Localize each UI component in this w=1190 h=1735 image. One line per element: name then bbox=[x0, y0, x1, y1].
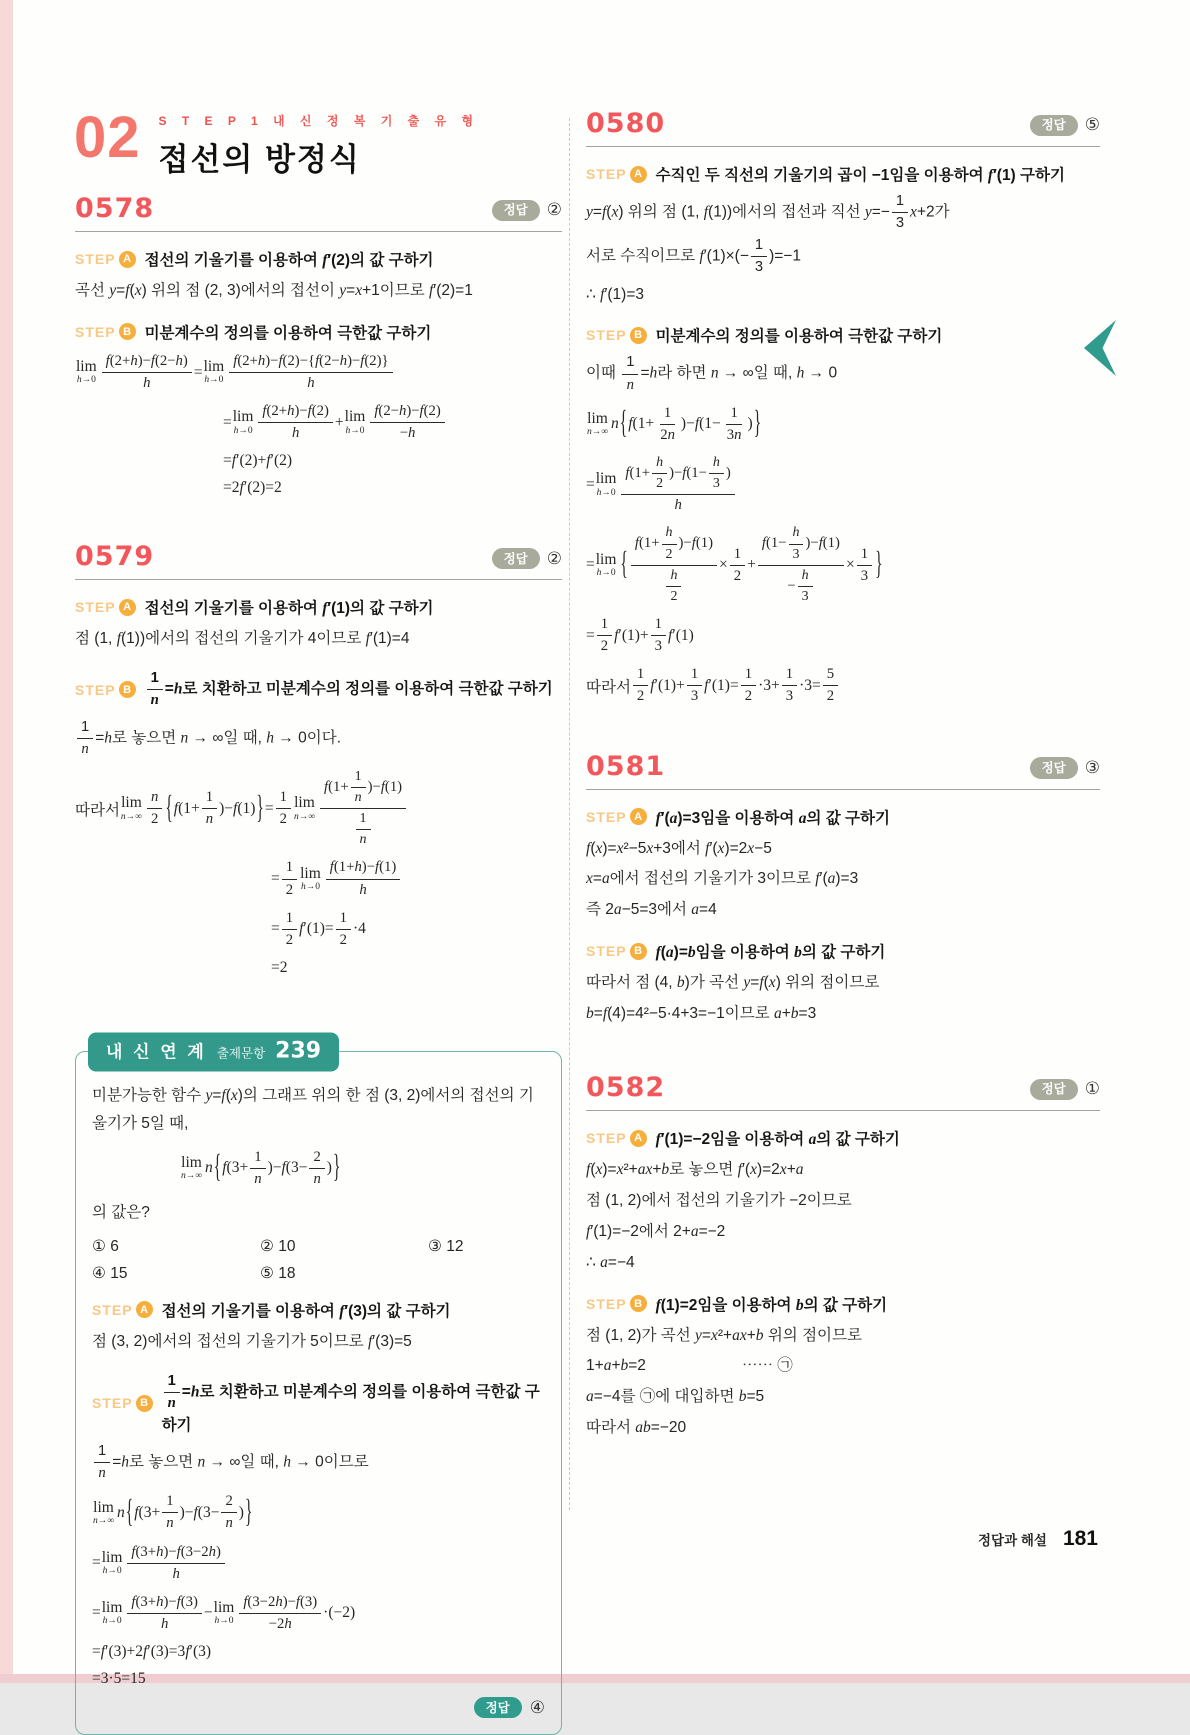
linked-problem-box bbox=[75, 1038, 562, 1735]
step-heading bbox=[75, 248, 562, 270]
chapter-step-line: S T E P 1 내 신 정 복 기 출 유 형 bbox=[158, 114, 480, 128]
limit-operator: lim h→0 bbox=[595, 550, 617, 579]
solution-sentence: 즉 2a−5=3에서 a=4 bbox=[586, 901, 717, 919]
answer-choices bbox=[92, 1237, 545, 1283]
solution-text bbox=[586, 1218, 1100, 1246]
limit-operator: lim h→0 bbox=[344, 408, 366, 436]
fraction: $\frac{1}{n}$ bbox=[622, 353, 638, 394]
page-left-margin-strip bbox=[0, 0, 13, 1683]
equation-line: = f ′(2)+ f ′(2) bbox=[223, 452, 293, 470]
solution-sentence: ∴ f′(1)=3 bbox=[586, 285, 645, 303]
limit-operator: lim n→∞ bbox=[93, 1498, 115, 1526]
fraction: f (2− h )− f (2) − h bbox=[370, 402, 444, 443]
problem-header bbox=[586, 751, 1100, 790]
solution-text bbox=[586, 865, 1100, 893]
limit-operator: lim h→0 bbox=[232, 408, 254, 436]
equation-line: =3·5=15 bbox=[92, 1670, 146, 1688]
step-label: STEP bbox=[586, 166, 627, 182]
equation-line: 따라서 1 2 f ′(1)+ 1 3 f ′(1)= 1 2 ·3+ 1 3 ·3= 5 2 bbox=[586, 665, 1100, 706]
problem-number: 0580 bbox=[586, 108, 666, 139]
page-footer bbox=[978, 1527, 1098, 1551]
chapter-number: 02 bbox=[74, 105, 141, 170]
fraction: h 3 bbox=[789, 524, 804, 563]
solution-sentence: ∴ a=−4 bbox=[586, 1253, 635, 1271]
problem-0582 bbox=[586, 1072, 1100, 1442]
step-letter-icon: A bbox=[630, 808, 647, 825]
step-title: 접선의 기울기를 이용하여 f′(1)의 값 구하기 bbox=[144, 600, 434, 618]
fraction: h 2 bbox=[666, 567, 681, 606]
solution-text bbox=[586, 281, 1100, 309]
limit-operator: lim h→0 bbox=[101, 1548, 123, 1577]
fraction: f (1+ h )− f (1) h bbox=[326, 858, 400, 899]
answer-badge: 정답 bbox=[1030, 115, 1078, 136]
step-letter-icon: B bbox=[119, 323, 136, 340]
answer-area bbox=[492, 548, 562, 572]
problem-header bbox=[75, 541, 562, 580]
limit-operator: lim n→∞ bbox=[587, 409, 609, 438]
step-label: STEP bbox=[75, 323, 116, 340]
fraction: 1 2 bbox=[336, 909, 351, 950]
solution-sentence: 서로 수직이므로 f′(1)×(− $\frac{1}{3}$ )=−1 bbox=[586, 236, 801, 277]
solution-text bbox=[586, 835, 1100, 863]
choice-option: ② 10 bbox=[260, 1237, 296, 1255]
step-heading bbox=[75, 321, 562, 343]
fraction: h 3 bbox=[709, 454, 724, 493]
solution-text bbox=[92, 1082, 545, 1138]
step-title: 수직인 두 직선의 기울기의 곱이 −1임을 이용하여 f′(1) 구하기 bbox=[655, 167, 1065, 184]
fraction: $\frac{1}{3}$ bbox=[751, 236, 767, 277]
fraction: f (3+ h )− f (3−2 h ) h bbox=[127, 1543, 225, 1584]
solution-sentence: 이때 $\frac{1}{n}$ =h라 하면 n → ∞일 때, h → 0 bbox=[586, 353, 837, 394]
solution-sentence: x=a에서 접선의 기울기가 3이므로 f′(a)=3 bbox=[586, 870, 859, 888]
step-label: STEP bbox=[75, 681, 116, 698]
limit-operator: lim h→0 bbox=[101, 1599, 123, 1627]
fraction: f (2+ h )− f (2)−{ f (2− h )− f (2)} h bbox=[229, 352, 392, 393]
step-heading bbox=[75, 669, 562, 710]
step-title: 미분계수의 정의를 이용하여 극한값 구하기 bbox=[655, 328, 943, 346]
solution-text bbox=[586, 1000, 1100, 1028]
fraction: 1 n bbox=[250, 1148, 265, 1189]
problem-0581 bbox=[586, 751, 1100, 1028]
step-heading bbox=[92, 1299, 545, 1321]
step-label: STEP bbox=[586, 808, 627, 825]
solution-text bbox=[586, 1352, 1100, 1380]
equation-line: lim n→∞ n { f (1+ 1 2 n )− f (1− 1 3 n ) } bbox=[586, 404, 1100, 445]
solution-text bbox=[586, 1322, 1100, 1350]
answer-choice-circle: ③ bbox=[1084, 757, 1100, 777]
equation-line: = lim h→0 f (1+ h 2 )− f (1− h 3 ) h bbox=[586, 454, 1100, 515]
problem-header bbox=[586, 108, 1100, 147]
solution-text bbox=[586, 236, 1100, 277]
choice-option: ③ 12 bbox=[428, 1237, 464, 1255]
equation-line: =2 bbox=[271, 958, 288, 976]
solution-sentence: y=f(x) 위의 점 (1, f(1))에서의 접선과 직선 y=− $\frac{1}{3}$ x+2가 bbox=[586, 192, 950, 233]
fraction: 2 n bbox=[309, 1148, 324, 1189]
fraction: 2 n bbox=[221, 1492, 236, 1533]
step-letter-icon: B bbox=[630, 327, 647, 344]
step-title: f(1)=2임을 이용하여 b의 값 구하기 bbox=[655, 1296, 888, 1314]
problem-number: 0579 bbox=[75, 541, 155, 573]
solution-sentence: 점 (3, 2)에서의 접선의 기울기가 5이므로 f′(3)=5 bbox=[92, 1332, 412, 1350]
step-label: STEP bbox=[92, 1301, 133, 1318]
answer-choice-circle: ⑤ bbox=[1084, 115, 1100, 135]
solution-text bbox=[75, 718, 562, 759]
solution-text bbox=[586, 1187, 1100, 1215]
fraction: n 2 bbox=[147, 788, 162, 829]
answer-choice-circle: ② bbox=[546, 200, 562, 220]
fraction: 1 2 bbox=[633, 665, 648, 706]
limit-operator: lim h→0 bbox=[76, 358, 97, 386]
solution-text bbox=[75, 625, 562, 653]
step-title: f′(a)=3임을 이용하여 a의 값 구하기 bbox=[655, 809, 890, 827]
problem-0579 bbox=[75, 541, 562, 977]
equation-block bbox=[586, 404, 1100, 707]
linked-tab-subtitle: 출제문항 bbox=[216, 1046, 266, 1061]
solution-text bbox=[586, 1414, 1100, 1442]
equation-block bbox=[75, 352, 562, 498]
equation-line: = lim h→0 f (3+ h )− f (3−2 h ) h bbox=[92, 1543, 545, 1584]
step-heading bbox=[92, 1372, 545, 1435]
equation-line: = lim h→0 f (3+ h )− f (3) h − lim h→0 f (3−2 h )− f (3) −2 h ·(−2) bbox=[92, 1593, 545, 1634]
step-title: 미분계수의 정의를 이용하여 극한값 구하기 bbox=[144, 324, 432, 342]
fraction: f (1+ h 2 )− f (1− h 3 ) h bbox=[621, 454, 734, 515]
step-heading bbox=[586, 163, 1100, 185]
linked-problem-tab bbox=[88, 1032, 339, 1071]
fraction: 1 2 bbox=[282, 858, 297, 899]
answer-choice-circle: ① bbox=[1084, 1079, 1100, 1099]
solution-sentence: b=f(4)=4²−5·4+3=−1이므로 a+b=3 bbox=[586, 1005, 817, 1023]
fraction: 1 2 bbox=[597, 615, 612, 656]
limit-operator: lim h→0 bbox=[300, 864, 321, 892]
linked-tab-number: 239 bbox=[275, 1038, 322, 1064]
solution-sentence: 따라서 ab=−20 bbox=[586, 1419, 687, 1437]
solution-sentence: 미분가능한 함수 y=f(x)의 그래프 위의 한 점 (3, 2)에서의 접선의 기울기가 5일 때, bbox=[92, 1086, 534, 1132]
fraction: f (1+ 1 n )− f (1) 1 n bbox=[320, 768, 406, 850]
step-title: f′(1)=−2임을 이용하여 a의 값 구하기 bbox=[655, 1131, 900, 1148]
fraction: 1 2 bbox=[741, 665, 756, 706]
solution-sentence: $\frac{1}{n}$ =h로 놓으면 n → ∞일 때, h → 0이다. bbox=[75, 718, 341, 759]
fraction: f (1− h 3 )− f (1) − h 3 bbox=[758, 524, 844, 606]
choice-option: ⑤ 18 bbox=[260, 1264, 296, 1282]
linked-tab-title: 내 신 연 계 bbox=[106, 1042, 207, 1062]
solution-text bbox=[92, 1199, 545, 1227]
step-label: STEP bbox=[586, 327, 627, 344]
answer-area bbox=[1030, 757, 1100, 781]
step-title: 접선의 기울기를 이용하여 f′(3)의 값 구하기 bbox=[161, 1302, 451, 1320]
fraction: f (2+ h )− f (2− h ) h bbox=[102, 352, 192, 393]
fraction: 1 n bbox=[162, 1492, 177, 1533]
equation-line: = 1 2 f ′(1)= 1 2 ·4 bbox=[271, 909, 562, 950]
solution-text bbox=[92, 1442, 545, 1483]
problem-header bbox=[586, 1072, 1100, 1111]
step-label: STEP bbox=[75, 599, 116, 616]
answer-badge: 정답 bbox=[474, 1697, 522, 1718]
limit-operator: lim h→0 bbox=[595, 470, 617, 498]
step-letter-icon: A bbox=[630, 166, 647, 183]
fraction: f (1+ h 2 )− f (1) h 2 bbox=[631, 524, 717, 606]
solution-text bbox=[586, 1249, 1100, 1277]
problem-0580 bbox=[586, 108, 1100, 707]
step-label: STEP bbox=[586, 943, 627, 960]
problem-0578 bbox=[75, 193, 562, 497]
fraction: 1 3 n bbox=[726, 404, 742, 443]
equation-centered: lim n→∞ n { f (3+ 1 n )− f (3− 2 n ) } bbox=[180, 1148, 545, 1189]
solution-sentence: 1+a+b=2 bbox=[586, 1357, 646, 1375]
step-letter-icon: A bbox=[630, 1130, 647, 1147]
equation-line: 따라서 lim n→∞ n 2 { f (1+ 1 n )− f (1) } = 1 2 lim n→∞ f (1+ 1 n )− f (1) 1 n bbox=[75, 768, 562, 850]
step-letter-icon: B bbox=[630, 1295, 647, 1312]
solution-text bbox=[92, 1328, 545, 1356]
equation-block bbox=[75, 768, 562, 977]
equation-line: lim h→0 f (2+ h )− f (2− h ) h = lim h→0 f (2+ h )− f (2)−{ f (2− h )− f (2)} h bbox=[75, 352, 562, 393]
answer-badge: 정답 bbox=[492, 548, 540, 569]
solution-sentence: 의 값은? bbox=[92, 1204, 150, 1221]
fraction: h 3 bbox=[798, 567, 813, 606]
limit-operator: lim n→∞ bbox=[120, 794, 142, 822]
fraction: $\frac{1}{n}$ bbox=[77, 718, 93, 759]
chapter-header-right bbox=[159, 110, 480, 179]
fraction: $\frac{1}{n}$ bbox=[164, 1372, 180, 1413]
fraction: 1 3 bbox=[782, 665, 797, 706]
fraction: 1 n bbox=[351, 768, 366, 807]
step-heading bbox=[586, 1127, 1100, 1149]
solution-sentence: 곡선 y=f(x) 위의 점 (2, 3)에서의 접선이 y=x+1이므로 f′(2)=1 bbox=[75, 282, 473, 299]
step-heading bbox=[586, 940, 1100, 962]
step-letter-icon: B bbox=[630, 943, 647, 960]
fraction: $\frac{1}{n}$ bbox=[94, 1442, 110, 1483]
step-heading bbox=[586, 1293, 1100, 1315]
equation-line: = 1 2 f ′(1)+ 1 3 f ′(1) bbox=[586, 615, 1100, 656]
problem-number: 0578 bbox=[75, 193, 155, 224]
limit-operator: lim h→0 bbox=[213, 1599, 235, 1627]
step-title: f(a)=b임을 이용하여 b의 값 구하기 bbox=[655, 944, 886, 962]
solution-sentence: a=−4를 ㉠에 대입하면 b=5 bbox=[586, 1388, 765, 1406]
step-letter-icon: A bbox=[119, 251, 136, 268]
answer-area bbox=[1030, 1079, 1100, 1103]
step-label: STEP bbox=[586, 1130, 627, 1146]
fraction: f (3−2 h )− f (3) −2 h bbox=[239, 1593, 321, 1634]
answer-area bbox=[1030, 115, 1100, 139]
answer-badge: 정답 bbox=[1030, 757, 1078, 778]
answer-choice-circle: ④ bbox=[529, 1697, 545, 1717]
solution-text bbox=[586, 1383, 1100, 1411]
step-label: STEP bbox=[586, 1295, 627, 1312]
fraction: 5 2 bbox=[823, 665, 838, 706]
fraction: 1 3 bbox=[857, 545, 872, 586]
chapter-title: 접선의 방정식 bbox=[158, 142, 361, 177]
fraction: 1 2 bbox=[282, 909, 297, 950]
step-letter-icon: A bbox=[119, 599, 136, 616]
solution-sentence: f(x)=x²+ax+b로 놓으면 f′(x)=2x+a bbox=[586, 1161, 804, 1178]
solution-sentence: 점 (1, f(1))에서의 접선의 기울기가 4이므로 f′(1)=4 bbox=[75, 630, 410, 648]
fraction: 1 3 bbox=[687, 665, 702, 706]
solution-text bbox=[586, 353, 1100, 394]
solution-sentence: 점 (1, 2)가 곡선 y=x²+ax+b 위의 점이므로 bbox=[586, 1326, 862, 1344]
equation-line: = lim h→0 f (2+ h )− f (2) h + lim h→0 f (2− h )− f (2) − h bbox=[223, 402, 562, 443]
solution-text bbox=[586, 1156, 1100, 1184]
answer-area bbox=[492, 200, 562, 224]
fraction: $\frac{1}{n}$ bbox=[147, 669, 163, 710]
equation-line: = lim h→0 { f (1+ h 2 )− f (1) h 2 × 1 2 + f (1− h 3 )− f (1) − h 3 × 1 3 } bbox=[586, 524, 1100, 606]
problem-number: 0581 bbox=[586, 750, 666, 782]
step-title: $\frac{1}{n}$ =h로 치환하고 미분계수의 정의를 이용하여 극한값 구하기 bbox=[145, 669, 553, 710]
chapter-header bbox=[74, 105, 480, 179]
column-divider bbox=[569, 118, 570, 1510]
step-title: $\frac{1}{n}$ =h로 치환하고 미분계수의 정의를 이용하여 극한값 구하기 bbox=[161, 1372, 540, 1435]
step-title: 접선의 기울기를 이용하여 f′(2)의 값 구하기 bbox=[144, 252, 434, 269]
equation-block bbox=[92, 1492, 545, 1688]
solution-sentence: f′(1)=−2에서 2+a=−2 bbox=[586, 1222, 726, 1240]
answer-badge: 정답 bbox=[492, 200, 540, 221]
fraction: 1 2 bbox=[276, 788, 291, 829]
answer-badge: 정답 bbox=[1030, 1079, 1078, 1100]
limit-operator: lim n→∞ bbox=[181, 1154, 203, 1182]
solution-sentence: f(x)=x²−5x+3에서 f′(x)=2x−5 bbox=[586, 839, 772, 857]
step-label: STEP bbox=[75, 251, 116, 267]
answer-row bbox=[92, 1697, 545, 1718]
step-letter-icon: B bbox=[119, 681, 136, 698]
problem-number: 0582 bbox=[586, 1072, 666, 1103]
equation-line: lim n→∞ n { f (3+ 1 n )− f (3− 2 n ) } bbox=[92, 1492, 545, 1533]
step-letter-icon: B bbox=[136, 1395, 153, 1412]
solution-text bbox=[586, 192, 1100, 233]
solution-sentence: $\frac{1}{n}$ =h로 놓으면 n → ∞일 때, h → 0이므로 bbox=[92, 1442, 369, 1483]
fraction: $\frac{1}{3}$ bbox=[892, 192, 908, 233]
step-heading bbox=[586, 324, 1100, 346]
left-column bbox=[75, 193, 562, 1735]
limit-operator: lim n→∞ bbox=[293, 794, 315, 822]
fraction: h 2 bbox=[652, 454, 667, 493]
fraction: 1 3 bbox=[651, 615, 666, 656]
solution-sentence: 점 (1, 2)에서 접선의 기울기가 −2이므로 bbox=[586, 1191, 852, 1209]
solution-text bbox=[586, 969, 1100, 997]
fraction: 1 2 n bbox=[660, 404, 675, 443]
answer-choice-circle: ② bbox=[546, 548, 562, 568]
fraction: 1 2 bbox=[730, 545, 745, 586]
problem-header bbox=[75, 193, 562, 232]
fraction: f (2+ h )− f (2) h bbox=[258, 402, 332, 443]
limit-operator: lim h→0 bbox=[203, 358, 225, 386]
fraction: 1 n bbox=[356, 810, 371, 849]
solution-text bbox=[586, 896, 1100, 924]
equation-line: =2 f ′(2)=2 bbox=[223, 479, 282, 497]
footer-page-number: 181 bbox=[1062, 1527, 1098, 1550]
step-letter-icon: A bbox=[136, 1301, 153, 1318]
linked-problem-content bbox=[92, 1082, 545, 1718]
right-column bbox=[586, 108, 1100, 1486]
solution-text bbox=[75, 277, 562, 305]
step-heading bbox=[75, 596, 562, 618]
fraction: 1 n bbox=[202, 788, 217, 829]
fraction: f (3+ h )− f (3) h bbox=[127, 1593, 201, 1634]
reference-mark: ⋯⋯ ㉠ bbox=[741, 1357, 793, 1375]
equation-line: = 1 2 lim h→0 f (1+ h )− f (1) h bbox=[271, 858, 562, 899]
choice-option: ① 6 bbox=[92, 1237, 119, 1255]
choice-option: ④ 15 bbox=[92, 1264, 128, 1282]
equation-line: = f ′(3)+2 f ′(3)=3 f ′(3) bbox=[92, 1643, 212, 1661]
step-label: STEP bbox=[92, 1395, 133, 1412]
fraction: h 2 bbox=[662, 524, 677, 563]
step-heading bbox=[586, 806, 1100, 828]
solution-sentence: 따라서 점 (4, b)가 곡선 y=f(x) 위의 점이므로 bbox=[586, 974, 880, 992]
footer-label: 정답과 해설 bbox=[977, 1533, 1047, 1548]
